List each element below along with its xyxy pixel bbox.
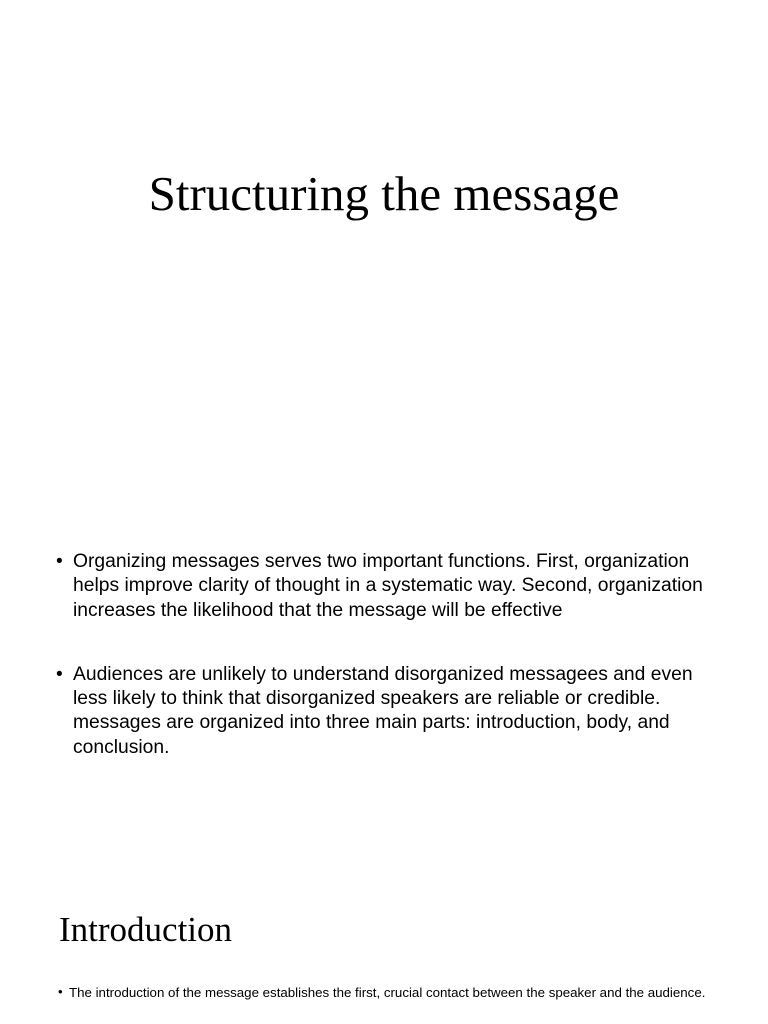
section-heading: Introduction — [59, 910, 233, 949]
bullet-marker: • — [56, 551, 63, 572]
bullet-list — [58, 984, 718, 1001]
bullet-text: The introduction of the message establishes the first, crucial contact between the speaker and the audience. — [69, 985, 706, 1000]
list-item — [58, 984, 718, 1001]
bullet-marker: • — [58, 984, 63, 999]
bullet-text: Organizing messages serves two important functions. First, organization helps improve clarity of thought in a systematic way. Second, organization increases the likelihood that the message will be effective — [73, 551, 703, 621]
bullet-text: Audiences are unlikely to understand disorganized messagees and even less likely to think that disorganized speakers are reliable or credible. messages are organized into three main parts: introduction, body, and conclusion. — [73, 663, 693, 758]
slide-title: Structuring the message — [148, 166, 620, 221]
list-item — [56, 550, 726, 623]
bullet-marker: • — [56, 663, 63, 685]
bullet-list — [56, 550, 726, 800]
list-item — [56, 663, 726, 760]
